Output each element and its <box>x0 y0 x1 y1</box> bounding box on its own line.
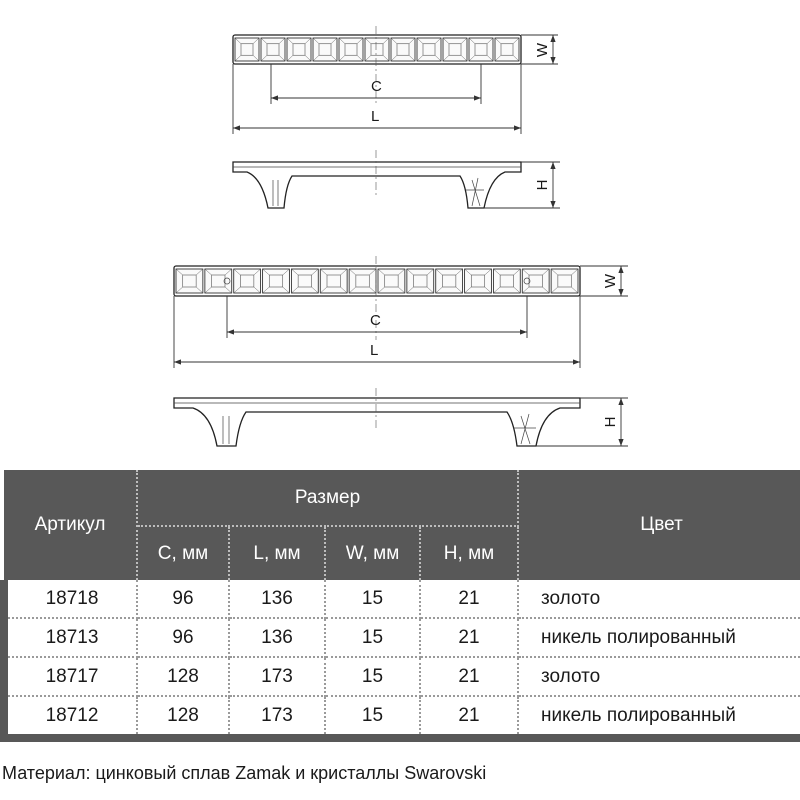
small-h-label: H <box>534 179 551 191</box>
cell-c: 96 <box>137 618 229 657</box>
large-l-label: L <box>370 342 379 359</box>
cell-h: 21 <box>420 618 518 657</box>
cell-c: 96 <box>137 580 229 618</box>
cell-l: 136 <box>229 618 325 657</box>
large-handle-top-view <box>174 256 628 368</box>
cell-h: 21 <box>420 696 518 738</box>
cell-article: 18718 <box>4 580 137 618</box>
header-article: Артикул <box>4 470 137 580</box>
cell-l: 173 <box>229 657 325 696</box>
header-l: L, мм <box>229 526 325 580</box>
large-w-label: W <box>602 273 619 289</box>
large-h-label: H <box>602 416 619 428</box>
header-h: H, мм <box>420 526 518 580</box>
header-w: W, мм <box>325 526 420 580</box>
material-note: Материал: цинковый сплав Zamak и кристаллы Swarovski <box>2 763 487 783</box>
cell-w: 15 <box>325 696 420 738</box>
table-row <box>4 696 800 738</box>
cell-c: 128 <box>137 696 229 738</box>
cell-color: золото <box>518 657 800 696</box>
cell-w: 15 <box>325 618 420 657</box>
specifications-table <box>0 470 800 742</box>
large-c-label: C <box>370 312 381 329</box>
small-c-label: C <box>371 78 382 95</box>
header-color: Цвет <box>518 470 800 580</box>
cell-h: 21 <box>420 580 518 618</box>
cell-c: 128 <box>137 657 229 696</box>
cell-color: золото <box>518 580 800 618</box>
cell-color: никель полированный <box>518 618 800 657</box>
small-handle-top-view <box>233 26 558 134</box>
cell-l: 136 <box>229 580 325 618</box>
cell-article: 18712 <box>4 696 137 738</box>
table-row <box>4 618 800 657</box>
cell-w: 15 <box>325 657 420 696</box>
cell-l: 173 <box>229 696 325 738</box>
table-row <box>4 580 800 618</box>
table-row <box>4 657 800 696</box>
cell-article: 18713 <box>4 618 137 657</box>
small-handle-side-view <box>233 150 560 208</box>
cell-article: 18717 <box>4 657 137 696</box>
small-w-label: W <box>534 42 551 58</box>
cell-w: 15 <box>325 580 420 618</box>
cell-h: 21 <box>420 657 518 696</box>
header-c: C, мм <box>137 526 229 580</box>
header-size-group: Размер <box>137 470 518 526</box>
large-handle-side-view <box>174 388 628 446</box>
cell-color: никель полированный <box>518 696 800 738</box>
small-l-label: L <box>371 108 380 125</box>
